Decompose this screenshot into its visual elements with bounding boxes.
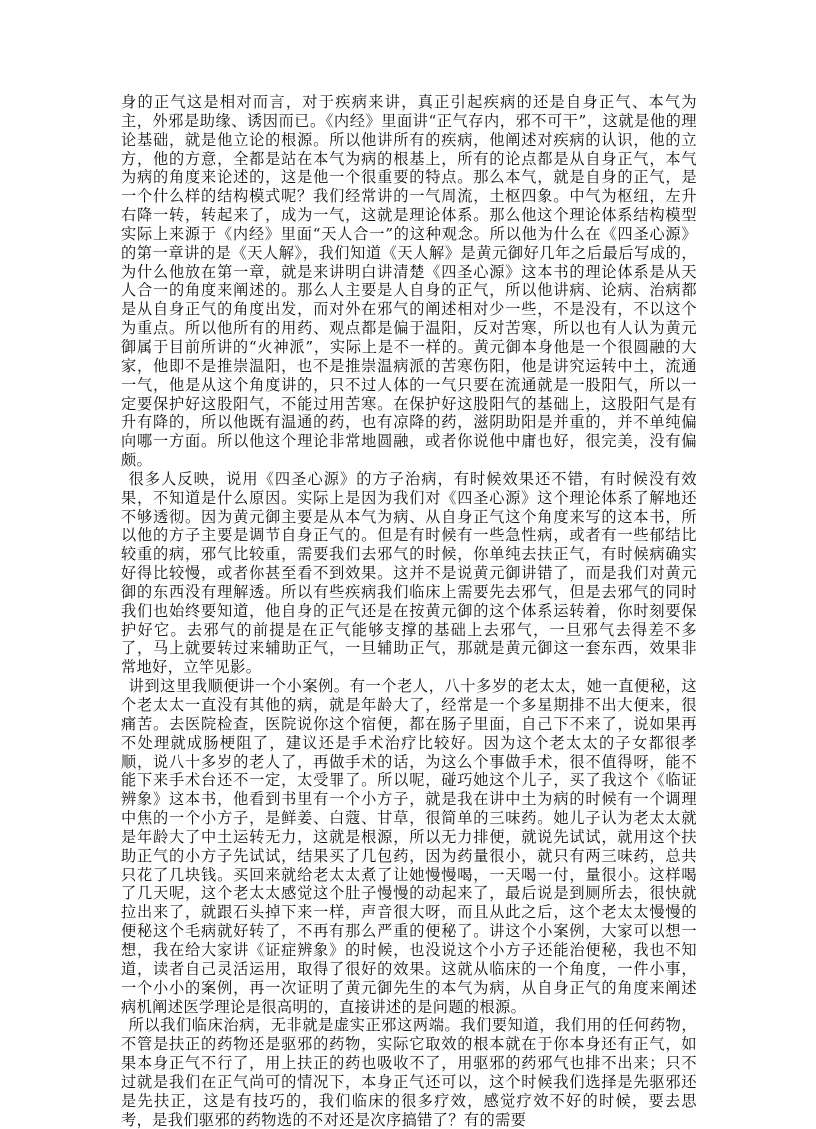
paragraph-2: 很多人反映，说用《四圣心源》的方子治病，有时候效果还不错，有时候没有效果，不知道是什么原因。实际上是因为我们对《四圣心源》这个理论体系了解地还不够透彻。因为黄元御主要是从本气为病、从自身正气这个角度来写的这本书，所以他的方子主要是调节自身正气的。但是有时候有一些急性病，或者有一些郁结比较重的病，邪气比较重，需要我们去邪气的时候，你单纯去扶正气，有时候病确实好得比较慢，或者你甚至看不到效果。这并不是说黄元御讲错了，而是我们对黄元御的东西没有理解透。所以有些疾病我们临床上需要先去邪气，但是去邪气的同时我们也始终要知道，他自身的正气还是在按黄元御的这个体系运转着，你时刻要保护好它。去邪气的前提是在正气能够支撑的基础上去邪气，一旦邪气去得差不多了，马上就要转过来辅助正气，一旦辅助正气，那就是黄元御这一套东西，效果非常地好，立竿见影。 [121, 469, 697, 677]
paragraph-3: 讲到这里我顺便讲一个小案例。有一个老人，八十多岁的老太太，她一直便秘，这个老太太一直没有其他的病，就是年龄大了，经常是一个多星期排不出大便来，很痛苦。去医院检查，医院说你这个宿便，都在肠子里面，自己下不来了，说如果再不处理就成肠梗阻了，建议还是手术治疗比较好。因为这个老太太的子女都很孝顺，说八十多岁的老人了，再做手术的话，为这么个事做手术，很不值得呀，能不能下来手术台还不一定，太受罪了。所以呢，碰巧她这个儿子，买了我这个《临证辨象》这本书，他看到书里有一个小方子，就是我在讲中土为病的时候有一个调理中焦的一个小方子，是鲜姜、白蔻、甘草，很简单的三味药。她儿子认为老太太就是年龄大了中土运转无力，这就是根源，所以无力排便，就说先试试，就用这个扶助正气的小方子先试试，结果买了几包药，因为药量很小，就只有两三味药，总共只花了几块钱。买回来就给老太太煮了让她慢慢喝，一天喝一付，量很小。这样喝了几天呢，这个老太太感觉这个肚子慢慢的动起来了，最后说是到厕所去，很快就拉出来了，就跟石头掉下来一样，声音很大呀，而且从此之后，这个老太太慢慢的便秘这个毛病就好转了，不再有那么严重的便秘了。讲这个小案例，大家可以想一想，我在给大家讲《证症辨象》的时候，也没说这个小方子还能治便秘，我也不知道，读者自己灵活运用，取得了很好的效果。这就从临床的一个角度，一件小事，一个小小的案例，再一次证明了黄元御先生的本气为病，从自身正气的角度来阐述病机阐述医学理论是很高明的，直接讲述的是问题的根源。 [121, 677, 697, 1016]
paragraph-4: 所以我们临床治病，无非就是虚实正邪这两端。我们要知道，我们用的任何药物，不管是扶正的药物还是驱邪的药物，实际它取效的根本就在于你本身还有正气，如果本身正气不行了，用上扶正的药也吸收不了，用驱邪的药邪气也排不出来；只不过就是我们在正气尚可的情况下，本身正气还可以，这个时候我们选择是先驱邪还是先扶正，这是有技巧的，我们临床的很多疗效，感觉疗效不好的时候，要去思考，是我们驱邪的药物选的不对还是次序搞错了？有的需要 [121, 1016, 697, 1129]
paragraph-1: 身的正气这是相对而言，对于疾病来讲，真正引起疾病的还是自身正气、本气为主，外邪是助缘、诱因而已。《内经》里面讲“正气存内，邪不可干”，这就是他的理论基础，就是他立论的根源。所以他讲所有的疾病，他阐述对疾病的认识，他的立方，他的方意，全都是站在本气为病的根基上，所有的论点都是从自身正气，本气为病的角度来论述的，这是他一个很重要的特点。那么本气，就是自身的正气，是一个什么样的结构模式呢？我们经常讲的一气周流，土枢四象。中气为枢纽，左升右降一转，转起来了，成为一气，这就是理论体系。那么他这个理论体系结构模型实际上来源于《内经》里面“天人合一”的这种观念。所以他为什么在《四圣心源》的第一章讲的是《天人解》，我们知道《天人解》是黄元御好几年之后最后写成的，为什么他放在第一章，就是来讲明白讲清楚《四圣心源》这本书的理论体系是从天人合一的角度来阐述的。那么人主要是人自身的正气，所以他讲病、论病、治病都是从自身正气的角度出发，而对外在邪气的阐述相对少一些，不是没有，不以这个为重点。所以他所有的用药、观点都是偏于温阳，反对苦寒，所以也有人认为黄元御属于目前所讲的“火神派”，实际上是不一样的。黄元御本身他是一个很圆融的大家，他即不是推崇温阳，也不是推崇温病派的苦寒伤阳，他是讲究运转中土，流通一气，他是从这个角度讲的，只不过人体的一气只要在流通就是一股阳气，所以一定要保护好这股阳气，不能过用苦寒。在保护好这股阳气的基础上，这股阳气是有升有降的，所以他既有温通的药，也有凉降的药，滋阴助阳是并重的，并不单纯偏向哪一方面。所以他这个理论非常地圆融，或者你说他中庸也好，很完美，没有偏颇。 [121, 93, 697, 470]
document-page [121, 93, 697, 1129]
